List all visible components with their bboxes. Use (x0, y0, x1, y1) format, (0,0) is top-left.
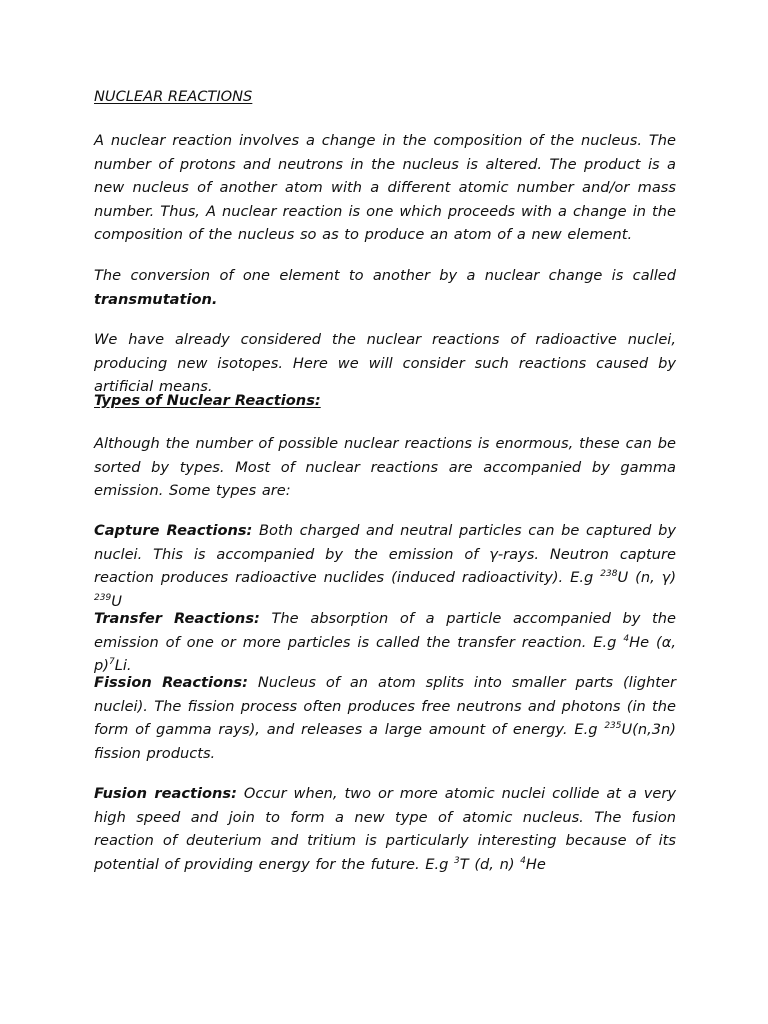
capture-equation-middle: U (n, γ) (617, 569, 677, 586)
fusion-equation-end: He (525, 855, 546, 873)
transfer-reactions-text: The absorption of a particle accompanied by the emission of one or more particles is called the transfer reaction. E.g (94, 610, 677, 651)
fission-equation-text: U(n,3n) fission products. (94, 721, 676, 762)
transfer-mass-number-1: 4 (623, 633, 630, 644)
fusion-reactions-paragraph (94, 782, 676, 876)
document-title: NUCLEAR REACTIONS (94, 88, 253, 105)
transmutation-term: transmutation. (94, 290, 218, 308)
fission-reactions-paragraph (94, 671, 676, 765)
intro-definition-text: A nuclear reaction involves a change in the composition of the nucleus. The number of protons and neutrons in the nucleus is altered. The product is a new nucleus of another atom with a different atomic number and/or mass number. Thus, A nuclear reaction is one which proceeds with a change in the composition of the nucleus so as to produce an atom of a new element. (94, 132, 676, 243)
capture-mass-number-1: 238 (600, 569, 618, 579)
fusion-mass-number-2: 4 (520, 855, 526, 866)
transfer-reactions-paragraph (94, 607, 676, 678)
intro-paragraph-artificial (94, 328, 676, 399)
artificial-means-text: We have already considered the nuclear reactions of radioactive nuclei, producing new isotopes. Here we will consider such reactions caused by artificial means. (94, 331, 676, 395)
types-intro-paragraph (94, 432, 676, 503)
capture-reactions-text: Both charged and neutral particles can be captured by nuclei. This is accompanied by the emission of γ-rays. Neutron capture reaction produces radioactive nuclides (induced radioactivity). E.g (94, 522, 677, 586)
transfer-equation-middle: He (α, p) (94, 633, 677, 674)
capture-reactions-term: Capture Reactions: (94, 522, 253, 539)
fission-mass-number: 235 (604, 721, 622, 731)
capture-equation-end: U (111, 592, 122, 610)
fusion-mass-number-1: 3 (454, 855, 460, 866)
fusion-reactions-text: Occur when, two or more atomic nuclei collide at a very high speed and join to form a new type of atomic nucleus. The fusion reaction of deuterium and tritium is particularly interesting because of its potential of providing energy for the future. E.g (94, 785, 676, 873)
fusion-equation-middle: T (d, n) (459, 855, 515, 873)
types-heading: Types of Nuclear Reactions: (94, 392, 321, 409)
fission-reactions-text: Nucleus of an atom splits into smaller parts (lighter nuclei). The fission process often produces free neutrons and photons (in the form of gamma rays), and releases a large amount of energy. E.g (94, 674, 676, 738)
capture-reactions-paragraph (94, 519, 676, 613)
intro-paragraph-definition (94, 129, 676, 247)
fusion-reactions-term: Fusion reactions: (94, 785, 237, 802)
intro-paragraph-transmutation (94, 264, 676, 311)
transfer-mass-number-2: 7 (108, 657, 115, 667)
fission-reactions-term: Fission Reactions: (94, 674, 248, 691)
types-intro-text: Although the number of possible nuclear reactions is enormous, these can be sorted by types. Most of nuclear reactions are accompanied by gamma emission. Some types are: (94, 435, 676, 499)
transmutation-text: The conversion of one element to another by a nuclear change is called (94, 267, 676, 284)
transfer-equation-end: Li. (114, 657, 132, 674)
capture-mass-number-2: 239 (94, 592, 112, 603)
transfer-reactions-term: Transfer Reactions: (94, 610, 260, 627)
